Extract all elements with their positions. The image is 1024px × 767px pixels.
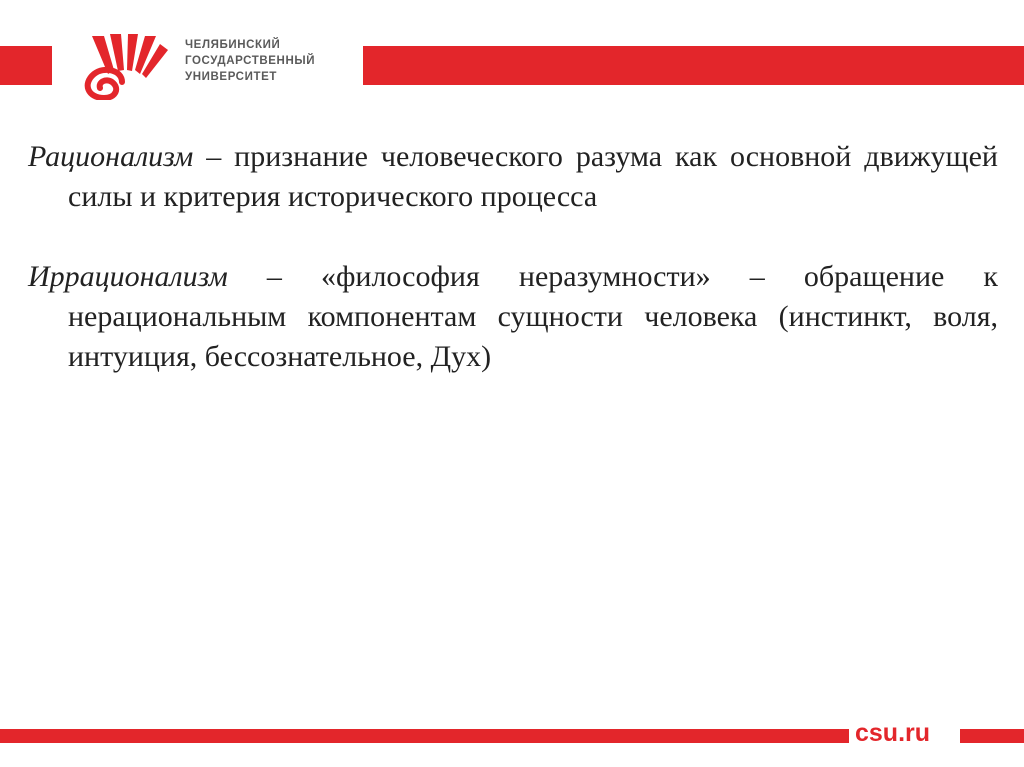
- logo-line-1: ЧЕЛЯБИНСКИЙ: [185, 39, 281, 51]
- term-irrationalism: Иррационализм: [28, 260, 228, 293]
- logo-line-2: ГОСУДАРСТВЕННЫЙ: [185, 55, 316, 67]
- definition-text-irrationalism: – «философия неразумности» – обращение к нерациональным компонентам сущности человека (инстинкт, воля, интуиция, бессознательное, Дух): [68, 260, 998, 373]
- footer-bar-left: [0, 729, 849, 743]
- footer-bar-right: [960, 729, 1024, 743]
- header-bar-left: [0, 46, 52, 85]
- definition-rationalism: [28, 137, 998, 217]
- footer-site-link[interactable]: csu.ru: [855, 719, 931, 747]
- logo-line-3: УНИВЕРСИТЕТ: [185, 71, 277, 83]
- header-bar-right: [363, 46, 1024, 85]
- definition-irrationalism: [28, 257, 998, 377]
- term-rationalism: Рационализм: [28, 140, 194, 173]
- university-logo-icon: [74, 30, 170, 100]
- definition-text-rationalism: – признание человеческого разума как основной движущей силы и критерия исторического процесса: [68, 140, 998, 213]
- slide-content: [28, 137, 998, 417]
- university-name: [185, 37, 315, 85]
